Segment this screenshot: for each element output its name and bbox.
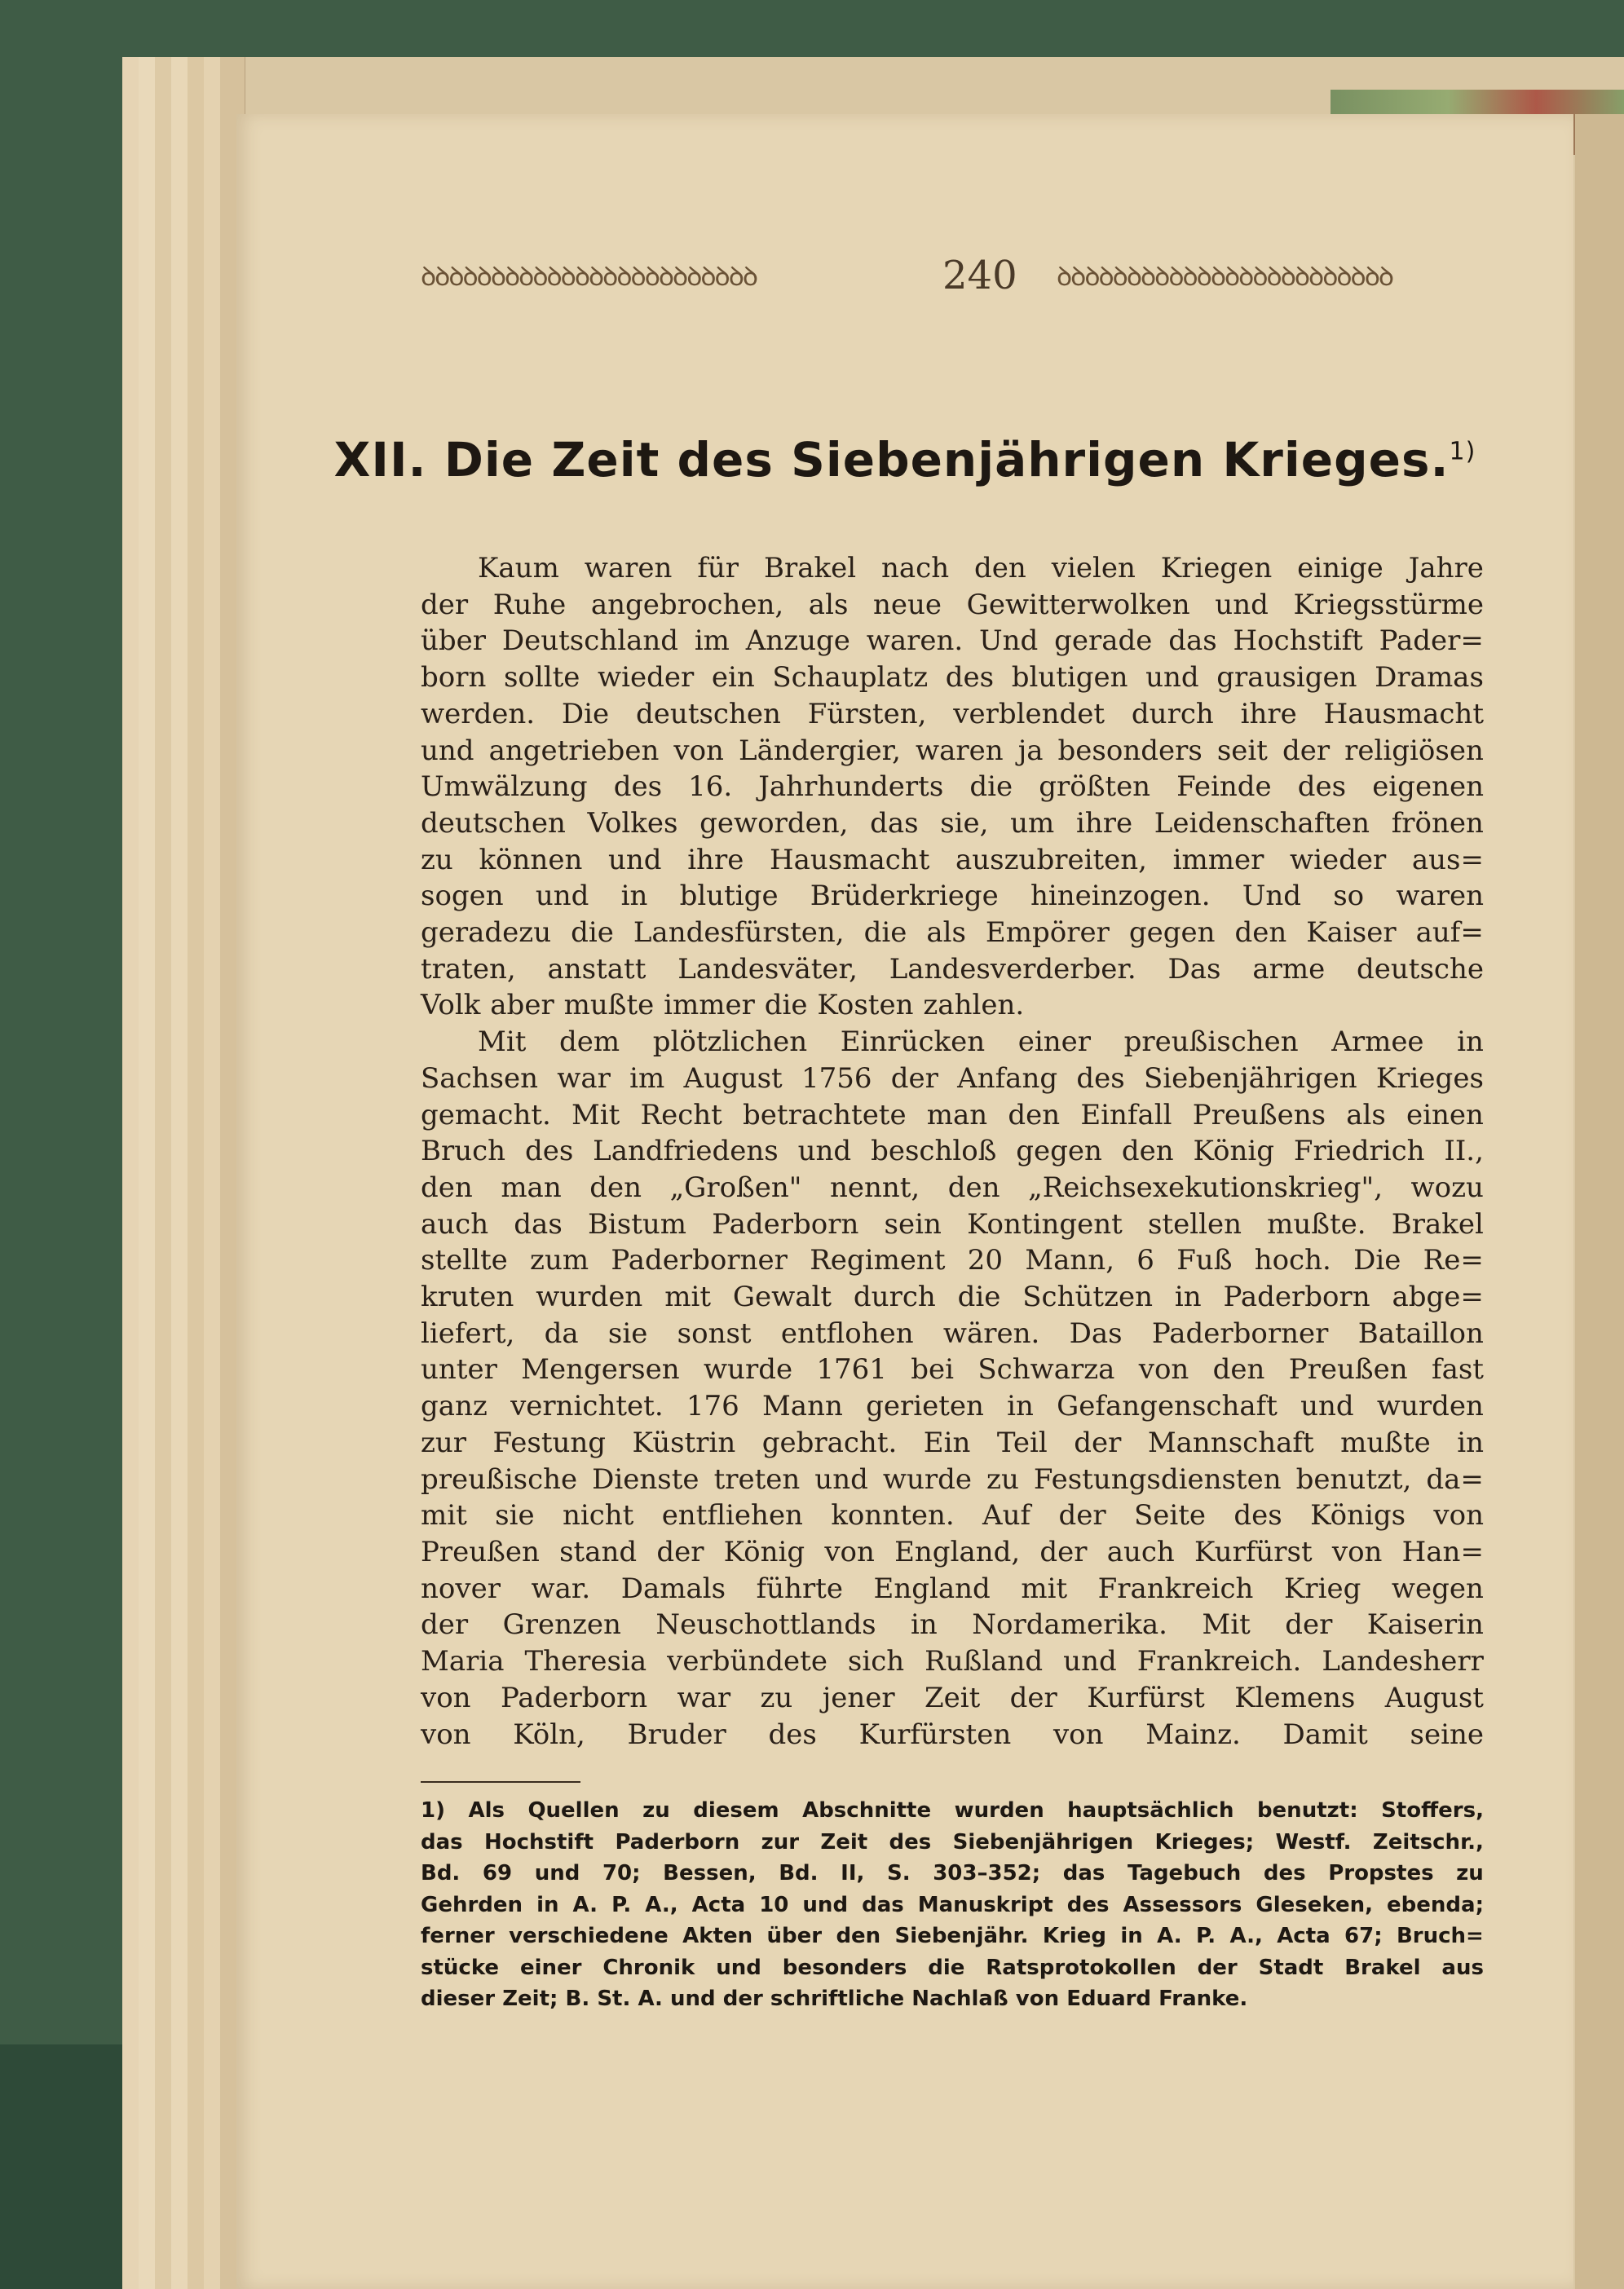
body-line: kruten wurden mit Gewalt durch die Schützen in Paderborn abge= [421, 1281, 1484, 1314]
body-line: zu können und ihre Hausmacht auszubreiten, immer wieder aus= [421, 843, 1484, 876]
chapter-title-text: XII. Die Zeit des Siebenjährigen Krieges. [333, 432, 1450, 487]
footnote-line: ferner verschiedene Akten über den Siebenjähr. Krieg in A. P. A., Acta 67; Bruch= [421, 1924, 1484, 1948]
body-line: geradezu die Landesfürsten, die als Empörer gegen den Kaiser auf= [421, 916, 1484, 950]
body-line: stellte zum Paderborner Regiment 20 Mann, 6 Fuß hoch. Die Re= [421, 1244, 1484, 1277]
body-text [421, 550, 1484, 1753]
body-line: ganz vernichtet. 176 Mann gerieten in Gefangenschaft und wurden [421, 1390, 1484, 1423]
footnote-rule [421, 1781, 580, 1783]
body-line: liefert, da sie sonst entflohen wären. Das Paderborner Bataillon [421, 1317, 1484, 1350]
body-line: Preußen stand der König von England, der auch Kurfürst von Han= [421, 1535, 1484, 1568]
body-line: Bruch des Landfriedens und beschloß gegen den König Friedrich II., [421, 1135, 1484, 1168]
body-line: Mit dem plötzlichen Einrücken einer preußischen Armee in [478, 1025, 1484, 1059]
footnote-line: das Hochstift Paderborn zur Zeit des Siebenjährigen Krieges; Westf. Zeitschr., [421, 1829, 1484, 1855]
chapter-title [236, 432, 1573, 487]
body-line: zur Festung Küstrin gebracht. Ein Teil der Mannschaft mußte in [421, 1426, 1484, 1459]
body-line: Volk aber mußte immer die Kosten zahlen. [421, 989, 1025, 1022]
body-line: preußische Dienste treten und wurde zu Festungsdiensten benutzt, da= [421, 1462, 1484, 1496]
footnote-line: stücke einer Chronik und besonders die Ratsprotokollen der Stadt Brakel aus [421, 1955, 1484, 1980]
body-line: unter Mengersen wurde 1761 bei Schwarza von den Preußen fast [421, 1353, 1484, 1387]
body-line: der Ruhe angebrochen, als neue Gewitterwolken und Kriegsstürme [421, 588, 1484, 621]
body-line: mit sie nicht entfliehen konnten. Auf der Seite des Königs von [421, 1499, 1484, 1533]
page [236, 114, 1573, 2289]
running-header [421, 253, 1562, 310]
footnote-line: Bd. 69 und 70; Bessen, Bd. II, S. 303–352; das Tagebuch des Propstes zu [421, 1861, 1484, 1885]
body-line: werden. Die deutschen Fürsten, verblendet durch ihre Hausmacht [421, 697, 1484, 730]
footnote [421, 1795, 1484, 2015]
facing-page-edge [1575, 114, 1624, 2289]
body-line: von Paderborn war zu jener Zeit der Kurfürst Klemens August [421, 1681, 1484, 1714]
body-line: Kaum waren für Brakel nach den vielen Kriegen einige Jahre [478, 552, 1484, 584]
footnote-mark: 1) [1449, 437, 1476, 466]
body-line: von Köln, Bruder des Kurfürsten von Mainz. Damit seine [421, 1718, 1484, 1751]
body-line: born sollte wieder ein Schauplatz des blutigen und grausigen Dramas [421, 661, 1484, 695]
body-line: gemacht. Mit Recht betrachtete man den Einfall Preußens als einen [421, 1098, 1484, 1131]
body-line: der Grenzen Neuschottlands in Nordamerika. Mit der Kaiserin [421, 1608, 1484, 1642]
body-line: den man den „Großen" nennt, den „Reichsexekutionskrieg", wozu [421, 1171, 1484, 1204]
ornament-left: ꝺꝺꝺꝺꝺꝺꝺꝺꝺꝺꝺꝺꝺꝺꝺꝺꝺꝺꝺꝺꝺꝺꝺꝺ [421, 264, 757, 289]
footnote-line: 1) Als Quellen zu diesem Abschnitte wurden hauptsächlich benutzt: Stoffers, [421, 1798, 1484, 1823]
body-line: und angetrieben von Ländergier, waren ja besonders seit der religiösen [421, 734, 1484, 767]
body-line: Maria Theresia verbündete sich Rußland und Frankreich. Landesherr [421, 1645, 1484, 1678]
body-line: deutschen Volkes geworden, das sie, um ihre Leidenschaften frönen [421, 806, 1484, 840]
footnote-line: Gehrden in A. P. A., Acta 10 und das Manuskript des Assessors Gleseken, ebenda; [421, 1892, 1484, 1917]
footnote-line: dieser Zeit; B. St. A. und der schriftliche Nachlaß von Eduard Franke. [421, 1987, 1248, 2011]
body-line: Sachsen war im August 1756 der Anfang des Siebenjährigen Krieges [421, 1061, 1484, 1095]
body-line: über Deutschland im Anzuge waren. Und gerade das Hochstift Pader= [421, 624, 1484, 658]
ornament-right: ꝺꝺꝺꝺꝺꝺꝺꝺꝺꝺꝺꝺꝺꝺꝺꝺꝺꝺꝺꝺꝺꝺꝺꝺ [1057, 264, 1393, 289]
body-line: nover war. Damals führte England mit Frankreich Krieg wegen [421, 1572, 1484, 1605]
body-line: auch das Bistum Paderborn sein Kontingent stellen mußte. Brakel [421, 1207, 1484, 1241]
body-line: Umwälzung des 16. Jahrhunderts die größten Feinde des eigenen [421, 770, 1484, 804]
body-line: traten, anstatt Landesväter, Landesverderber. Das arme deutsche [421, 952, 1484, 986]
body-line: sogen und in blutige Brüderkriege hineinzogen. Und so waren [421, 880, 1484, 913]
page-number: 240 [942, 253, 1017, 298]
